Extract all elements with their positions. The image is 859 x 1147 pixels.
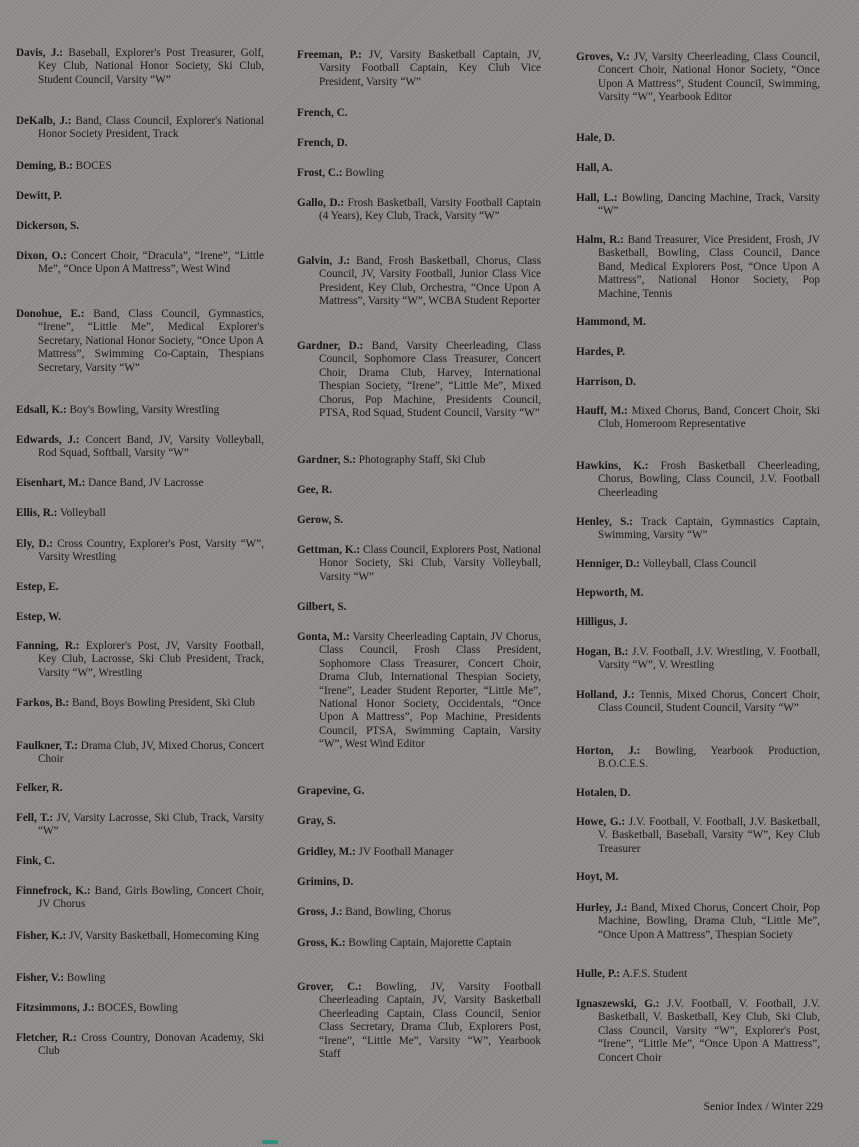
student-name: Dewitt, P. bbox=[16, 190, 62, 202]
student-activities: Dance Band, JV Lacrosse bbox=[85, 477, 204, 489]
student-name: Holland, J.: bbox=[576, 689, 635, 701]
student-name: Harrison, D. bbox=[576, 376, 636, 388]
index-entry bbox=[297, 255, 541, 309]
student-name: Hall, A. bbox=[576, 162, 613, 174]
index-entry bbox=[297, 107, 541, 120]
student-name: Estep, W. bbox=[16, 611, 62, 623]
student-name: Halm, R.: bbox=[576, 234, 624, 246]
index-entry bbox=[297, 197, 541, 224]
student-activities: J.V. Football, V. Football, J.V. Basketball, V. Basketball, Baseball, Varsity “W”, Key Club Treasurer bbox=[598, 816, 820, 855]
student-activities: JV Football Manager bbox=[355, 846, 454, 858]
index-entry bbox=[297, 906, 541, 919]
index-entry bbox=[297, 846, 541, 859]
index-entry bbox=[576, 132, 820, 145]
student-activities: Bowling, Dancing Machine, Track, Varsity “W” bbox=[598, 192, 820, 218]
index-entry bbox=[16, 1032, 264, 1059]
student-activities: JV, Varsity Cheerleading, Class Council, Concert Choir, National Honor Society, “Once Upon A Mattress”, Student Council, Swimming, Varsity “W”, Yearbook Editor bbox=[598, 51, 820, 104]
index-entry bbox=[297, 815, 541, 828]
index-entry bbox=[297, 454, 541, 467]
student-activities: Frosh Basketball, Varsity Football Captain (4 Years), Key Club, Track, Varsity “W” bbox=[319, 197, 541, 223]
student-name: Fitzsimmons, J.: bbox=[16, 1002, 95, 1014]
student-name: Howe, G.: bbox=[576, 816, 626, 828]
index-entry bbox=[576, 616, 820, 629]
index-entry bbox=[576, 516, 820, 543]
student-name: Davis, J.: bbox=[16, 47, 64, 59]
student-name: Gerow, S. bbox=[297, 514, 344, 526]
student-name: Hawkins, K.: bbox=[576, 460, 649, 472]
student-name: Fisher, V.: bbox=[16, 972, 64, 984]
student-name: Dixon, O.: bbox=[16, 250, 67, 262]
index-entry bbox=[297, 981, 541, 1061]
student-name: Frost, C.: bbox=[297, 167, 343, 179]
student-name: Hauff, M.: bbox=[576, 405, 628, 417]
index-entry bbox=[576, 646, 820, 673]
index-entry bbox=[576, 816, 820, 856]
index-entry bbox=[576, 787, 820, 800]
student-name: French, C. bbox=[297, 107, 348, 119]
student-name: Groves, V.: bbox=[576, 51, 630, 63]
student-activities: Band, Class Council, Explorer's National Honor Society President, Track bbox=[38, 115, 264, 141]
index-entry bbox=[16, 697, 264, 710]
student-activities: Track Captain, Gymnastics Captain, Swimming, Varsity “W” bbox=[598, 516, 821, 542]
index-entry bbox=[297, 601, 541, 614]
student-name: Gee, R. bbox=[297, 484, 333, 496]
index-entry bbox=[297, 937, 541, 950]
student-name: Edwards, J.: bbox=[16, 434, 80, 446]
student-activities: Bowling bbox=[342, 167, 384, 179]
student-name: Hilligus, J. bbox=[576, 616, 628, 628]
student-activities: Volleyball bbox=[57, 507, 106, 519]
index-entry bbox=[576, 902, 820, 942]
student-activities: JV, Varsity Lacrosse, Ski Club, Track, Varsity “W” bbox=[38, 812, 264, 838]
student-name: Fisher, K.: bbox=[16, 930, 67, 942]
student-name: Grover, C.: bbox=[297, 981, 362, 993]
student-name: DeKalb, J.: bbox=[16, 115, 72, 127]
student-activities: BOCES, Bowling bbox=[94, 1002, 178, 1014]
index-entry bbox=[576, 405, 820, 432]
index-entry bbox=[576, 51, 820, 105]
student-activities: Concert Band, JV, Varsity Volleyball, Rod Squad, Softball, Varsity “W” bbox=[38, 434, 265, 460]
index-entry bbox=[297, 340, 541, 420]
index-entry bbox=[16, 812, 264, 839]
index-entry bbox=[297, 876, 541, 889]
student-activities: Band, Varsity Cheerleading, Class Council, Sophomore Class Treasurer, Concert Choir, Drama Club, Harvey, International Thespian Society, “Irene”, “Little Me”, Mixed Chorus, Pop Machine, Presidents Council, PTSA, Rod Squad, Student Council, Varsity “W” bbox=[319, 340, 541, 420]
student-activities: Varsity Cheerleading Captain, JV Chorus, Class Council, Frosh Class President, Sophomore Class Treasurer, Concert Choir, Drama Club, International Thespian Society, “Irene”, Leader Student Reporter, “Little Me”, National Honor Society, Occidentals, “Once Upon A Mattress”, Pop Machine, Presidents Council, PTSA, Swimming Captain, Varsity “W”, West Wind Editor bbox=[319, 631, 541, 751]
student-activities: Bowling bbox=[63, 972, 106, 984]
student-activities: BOCES bbox=[72, 160, 112, 172]
index-entry bbox=[16, 507, 264, 520]
student-name: Grapevine, G. bbox=[297, 785, 365, 797]
student-name: Gallo, D.: bbox=[297, 197, 345, 209]
student-activities: Photography Staff, Ski Club bbox=[355, 454, 486, 466]
index-entry bbox=[297, 785, 541, 798]
index-entry bbox=[16, 434, 264, 461]
student-name: Fink, C. bbox=[16, 855, 55, 867]
student-name: Hale, D. bbox=[576, 132, 615, 144]
student-name: Gray, S. bbox=[297, 815, 336, 827]
index-entry bbox=[16, 930, 264, 943]
student-name: Gridley, M.: bbox=[297, 846, 356, 858]
student-name: Hurley, J.: bbox=[576, 902, 628, 914]
student-name: Gilbert, S. bbox=[297, 601, 347, 613]
index-entry bbox=[16, 640, 264, 680]
index-entry bbox=[16, 308, 264, 375]
index-entry bbox=[576, 460, 820, 500]
index-entry bbox=[576, 376, 820, 389]
index-entry bbox=[16, 115, 264, 142]
student-activities: Mixed Chorus, Band, Concert Choir, Ski Club, Homeroom Representative bbox=[598, 405, 820, 431]
student-activities: Band, Boys Bowling President, Ski Club bbox=[69, 697, 255, 709]
index-entry bbox=[16, 220, 264, 233]
student-name: Finnefrock, K.: bbox=[16, 885, 91, 897]
index-entry bbox=[576, 558, 820, 571]
student-name: Henniger, D.: bbox=[576, 558, 640, 570]
index-entry bbox=[576, 998, 820, 1065]
index-entry bbox=[576, 587, 820, 600]
index-entry bbox=[576, 162, 820, 175]
index-entry bbox=[16, 855, 264, 868]
student-activities: J.V. Football, V. Football, J.V. Basketball, V. Basketball, Key Club, Ski Club, Class Council, Varsity “W”, Explorer's Post, “Irene”, “Little Me”, “Once Upon A Mattress”, Concert Choir bbox=[598, 998, 820, 1064]
student-name: Eisenhart, M.: bbox=[16, 477, 86, 489]
student-activities: J.V. Football, J.V. Wrestling, V. Football, Varsity “W”, V. Wrestling bbox=[598, 646, 820, 672]
student-activities: Band, Frosh Basketball, Chorus, Class Council, JV, Varsity Football, Junior Class Vice President, Key Club, Orchestra, “Once Upon A Mattress”, Varsity “W”, WCBA Student Reporter bbox=[319, 255, 541, 308]
page-edge-mark bbox=[262, 1140, 278, 1144]
student-name: Hardes, P. bbox=[576, 346, 625, 358]
student-name: Gross, K.: bbox=[297, 937, 346, 949]
student-activities: Bowling, JV, Varsity Football Cheerleading Captain, JV, Varsity Basketball Cheerleading Captain, Class Council, Senior Class Secretary, Drama Club, Explorers Post, “Irene”, “Little Me”, Varsity “W”, Yearbook Staff bbox=[319, 981, 541, 1061]
student-name: Edsall, K.: bbox=[16, 404, 67, 416]
student-name: Hoyt, M. bbox=[576, 871, 619, 883]
index-entry bbox=[16, 404, 264, 417]
index-entry bbox=[576, 689, 820, 716]
student-activities: Concert Choir, “Dracula”, “Irene”, “Little Me”, “Once Upon A Mattress”, West Wind bbox=[38, 250, 265, 276]
student-name: Hotalen, D. bbox=[576, 787, 631, 799]
student-name: Gardner, S.: bbox=[297, 454, 356, 466]
student-activities: Baseball, Explorer's Post Treasurer, Golf, Key Club, National Honor Society, Ski Club, Student Council, Varsity “W” bbox=[38, 47, 264, 86]
student-activities: Frosh Basketball Cheerleading, Chorus, Bowling, Class Council, J.V. Football Cheerleading bbox=[598, 460, 820, 499]
index-entry bbox=[576, 234, 820, 301]
student-name: Donohue, E.: bbox=[16, 308, 85, 320]
student-activities: Band, Class Council, Gymnastics, “Irene”, “Little Me”, Medical Explorer's Secretary, National Honor Society, “Once Upon A Mattress”, Swimming Co-Captain, Thespians Secretary, Varsity “W” bbox=[38, 308, 265, 374]
student-name: Felker, R. bbox=[16, 782, 63, 794]
student-name: Henley, S.: bbox=[576, 516, 633, 528]
index-entry bbox=[16, 740, 264, 767]
student-name: Hogan, B.: bbox=[576, 646, 629, 658]
student-name: Dickerson, S. bbox=[16, 220, 80, 232]
student-name: French, D. bbox=[297, 137, 348, 149]
student-name: Gettman, K.: bbox=[297, 544, 361, 556]
student-name: Ely, D.: bbox=[16, 538, 54, 550]
student-activities: Tennis, Mixed Chorus, Concert Choir, Class Council, Student Council, Varsity “W” bbox=[598, 689, 820, 715]
student-name: Gardner, D.: bbox=[297, 340, 364, 352]
student-activities: A.F.S. Student bbox=[620, 968, 688, 980]
index-entry bbox=[297, 514, 541, 527]
student-activities: Cross Country, Donovan Academy, Ski Club bbox=[38, 1032, 264, 1058]
student-name: Farkos, B.: bbox=[16, 697, 70, 709]
index-entry bbox=[16, 477, 264, 490]
index-entry bbox=[297, 49, 541, 89]
student-activities: Band, Girls Bowling, Concert Choir, JV Chorus bbox=[38, 885, 264, 911]
student-name: Ignaszewski, G.: bbox=[576, 998, 660, 1010]
index-entry bbox=[16, 160, 264, 173]
index-entry bbox=[576, 346, 820, 359]
index-entry bbox=[16, 611, 264, 624]
index-entry bbox=[16, 538, 264, 565]
index-entry bbox=[576, 968, 820, 981]
student-name: Fell, T.: bbox=[16, 812, 54, 824]
index-entry bbox=[576, 871, 820, 884]
student-name: Fletcher, R.: bbox=[16, 1032, 77, 1044]
index-entry bbox=[297, 631, 541, 752]
student-name: Galvin, J.: bbox=[297, 255, 351, 267]
index-entry bbox=[16, 782, 264, 795]
student-name: Hulle, P.: bbox=[576, 968, 621, 980]
student-name: Faulkner, T.: bbox=[16, 740, 78, 752]
index-entry bbox=[16, 1002, 264, 1015]
student-activities: Boy's Bowling, Varsity Wrestling bbox=[66, 404, 220, 416]
student-activities: Cross Country, Explorer's Post, Varsity “W”, Varsity Wrestling bbox=[38, 538, 264, 564]
index-entry bbox=[297, 137, 541, 150]
student-activities: JV, Varsity Basketball, Homecoming King bbox=[66, 930, 259, 942]
student-activities: Band Treasurer, Vice President, Frosh, JV Basketball, Bowling, Class Council, Dance Band, Medical Explorers Post, “Once Upon A Mattress”, National Honor Society, Pop Machine, Tennis bbox=[598, 234, 820, 300]
index-entry bbox=[16, 190, 264, 203]
student-name: Fanning, R.: bbox=[16, 640, 80, 652]
student-activities: Volleyball, Class Council bbox=[639, 558, 757, 570]
index-entry bbox=[297, 544, 541, 584]
student-activities: Band, Mixed Chorus, Concert Choir, Pop Machine, Bowling, Drama Club, “Little Me”, “Once Upon A Mattress”, Thespian Society bbox=[598, 902, 820, 941]
student-name: Grimins, D. bbox=[297, 876, 354, 888]
student-activities: Explorer's Post, JV, Varsity Football, Key Club, Lacrosse, Ski Club President, Track, Varsity “W”, Wrestling bbox=[38, 640, 265, 679]
student-name: Gross, J.: bbox=[297, 906, 343, 918]
student-name: Gonta, M.: bbox=[297, 631, 350, 643]
index-entry bbox=[297, 167, 541, 180]
index-entry bbox=[576, 316, 820, 329]
student-name: Hepworth, M. bbox=[576, 587, 644, 599]
student-name: Horton, J.: bbox=[576, 745, 641, 757]
index-entry bbox=[16, 250, 264, 277]
index-entry bbox=[16, 885, 264, 912]
index-entry bbox=[297, 484, 541, 497]
student-activities: Bowling Captain, Majorette Captain bbox=[345, 937, 512, 949]
index-entry bbox=[16, 47, 264, 87]
index-entry bbox=[576, 192, 820, 219]
student-activities: Bowling, Yearbook Production, B.O.C.E.S. bbox=[598, 745, 821, 771]
student-activities: Class Council, Explorers Post, National Honor Society, Ski Club, Varsity Volleyball, Varsity “W” bbox=[319, 544, 541, 583]
student-name: Hall, L.: bbox=[576, 192, 618, 204]
page-footer: Senior Index / Winter 229 bbox=[703, 1101, 823, 1113]
student-name: Hammond, M. bbox=[576, 316, 646, 328]
student-activities: Drama Club, JV, Mixed Chorus, Concert Choir bbox=[38, 740, 264, 766]
student-name: Freeman, P.: bbox=[297, 49, 362, 61]
index-entry bbox=[16, 581, 264, 594]
student-name: Estep, E. bbox=[16, 581, 59, 593]
student-name: Deming, B.: bbox=[16, 160, 73, 172]
student-activities: JV, Varsity Basketball Captain, JV, Varsity Football Captain, Key Club Vice President, Varsity “W” bbox=[319, 49, 541, 88]
student-name: Ellis, R.: bbox=[16, 507, 58, 519]
student-activities: Band, Bowling, Chorus bbox=[342, 906, 451, 918]
index-entry bbox=[16, 972, 264, 985]
index-entry bbox=[576, 745, 820, 772]
